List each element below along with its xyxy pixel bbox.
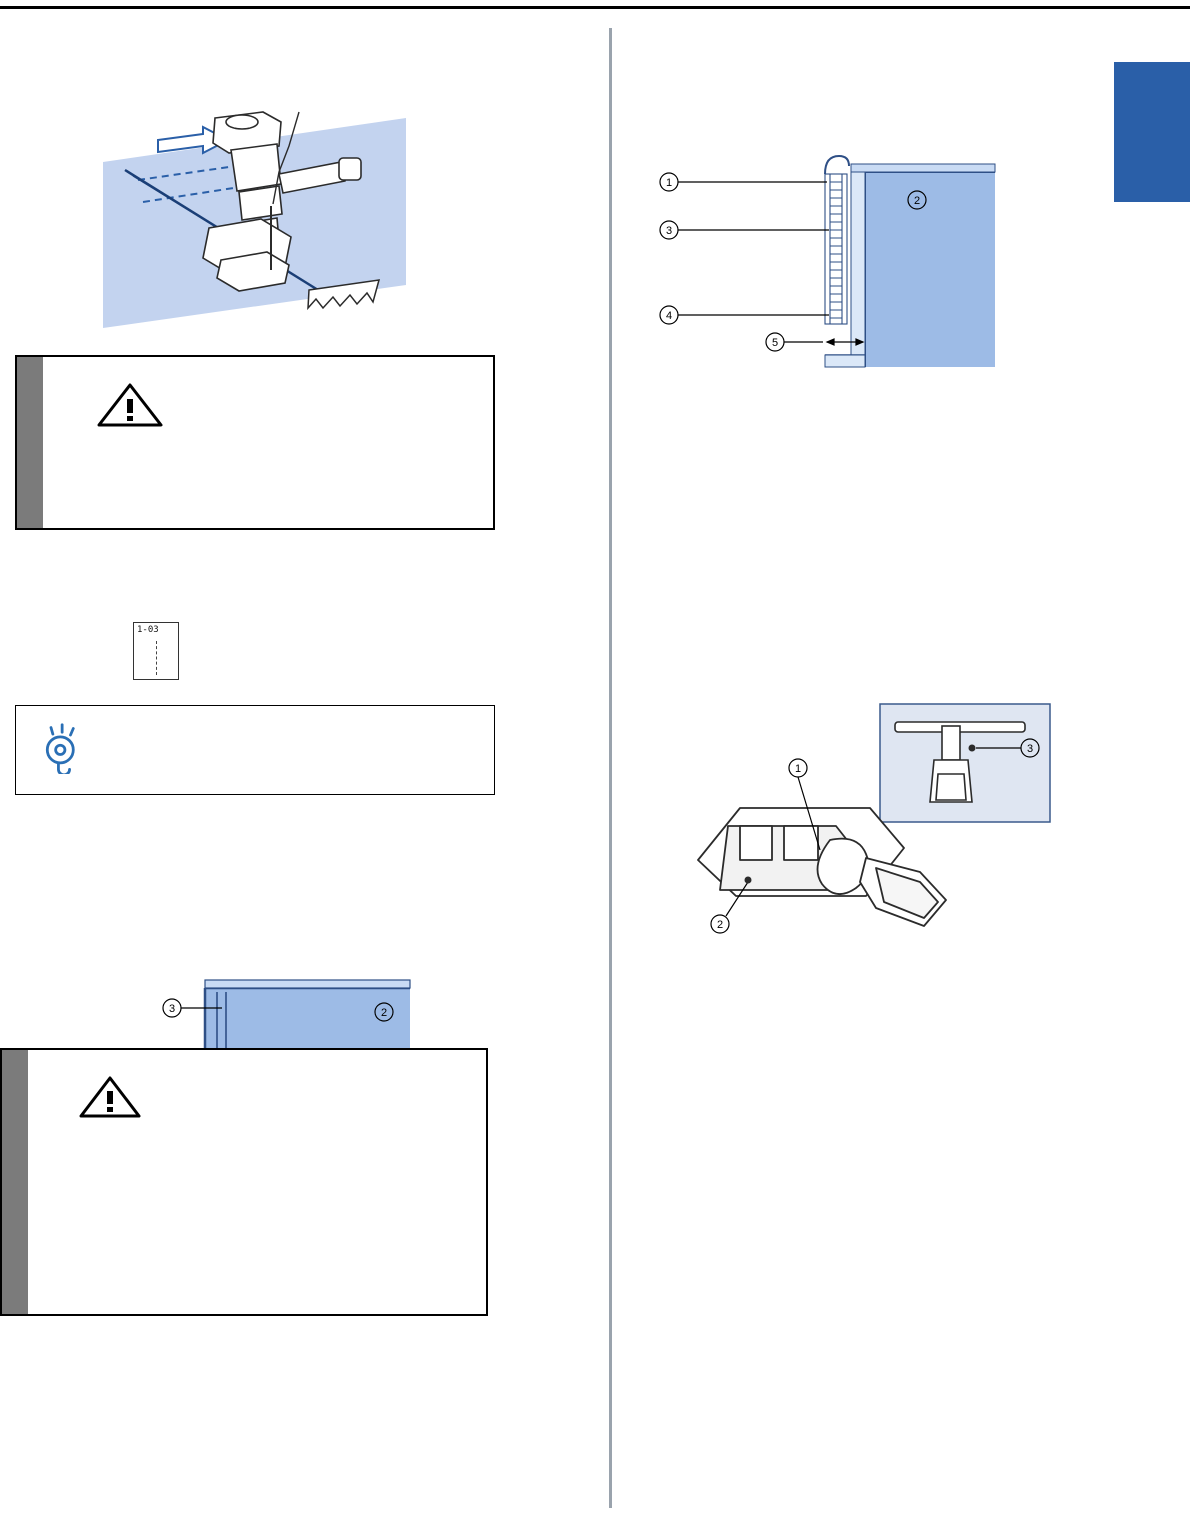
callout-3: 3 [168, 1003, 176, 1015]
stitch-pattern-number: 1-03 [137, 625, 159, 635]
column-divider [609, 28, 612, 1508]
callout-1: 1 [794, 763, 802, 775]
chapter-side-tab [1114, 62, 1190, 202]
callout-3: 3 [1026, 743, 1034, 755]
caution-bar [17, 357, 43, 528]
callout-2: 2 [913, 195, 921, 207]
caution-box-left [15, 355, 495, 530]
caution-box-right [0, 1048, 488, 1316]
buttonhole-measure-diagram [655, 130, 1000, 375]
callout-5: 5 [771, 337, 779, 349]
page-top-rule [0, 6, 1190, 9]
memo-lightbulb-icon [38, 722, 90, 774]
callout-1: 1 [665, 177, 673, 189]
callout-2: 2 [716, 919, 724, 931]
callout-4: 4 [665, 310, 673, 322]
callout-3: 3 [665, 225, 673, 237]
callout-2: 2 [380, 1007, 388, 1019]
presser-foot-sewing-diagram [103, 110, 406, 350]
warning-triangle-icon [95, 381, 165, 429]
stitch-dash-line [156, 641, 157, 675]
buttonhole-foot-diagram [680, 700, 1080, 960]
stitch-pattern-icon [133, 622, 179, 680]
caution-bar [2, 1050, 28, 1314]
memo-box-left [15, 705, 495, 795]
warning-triangle-icon [77, 1074, 143, 1120]
